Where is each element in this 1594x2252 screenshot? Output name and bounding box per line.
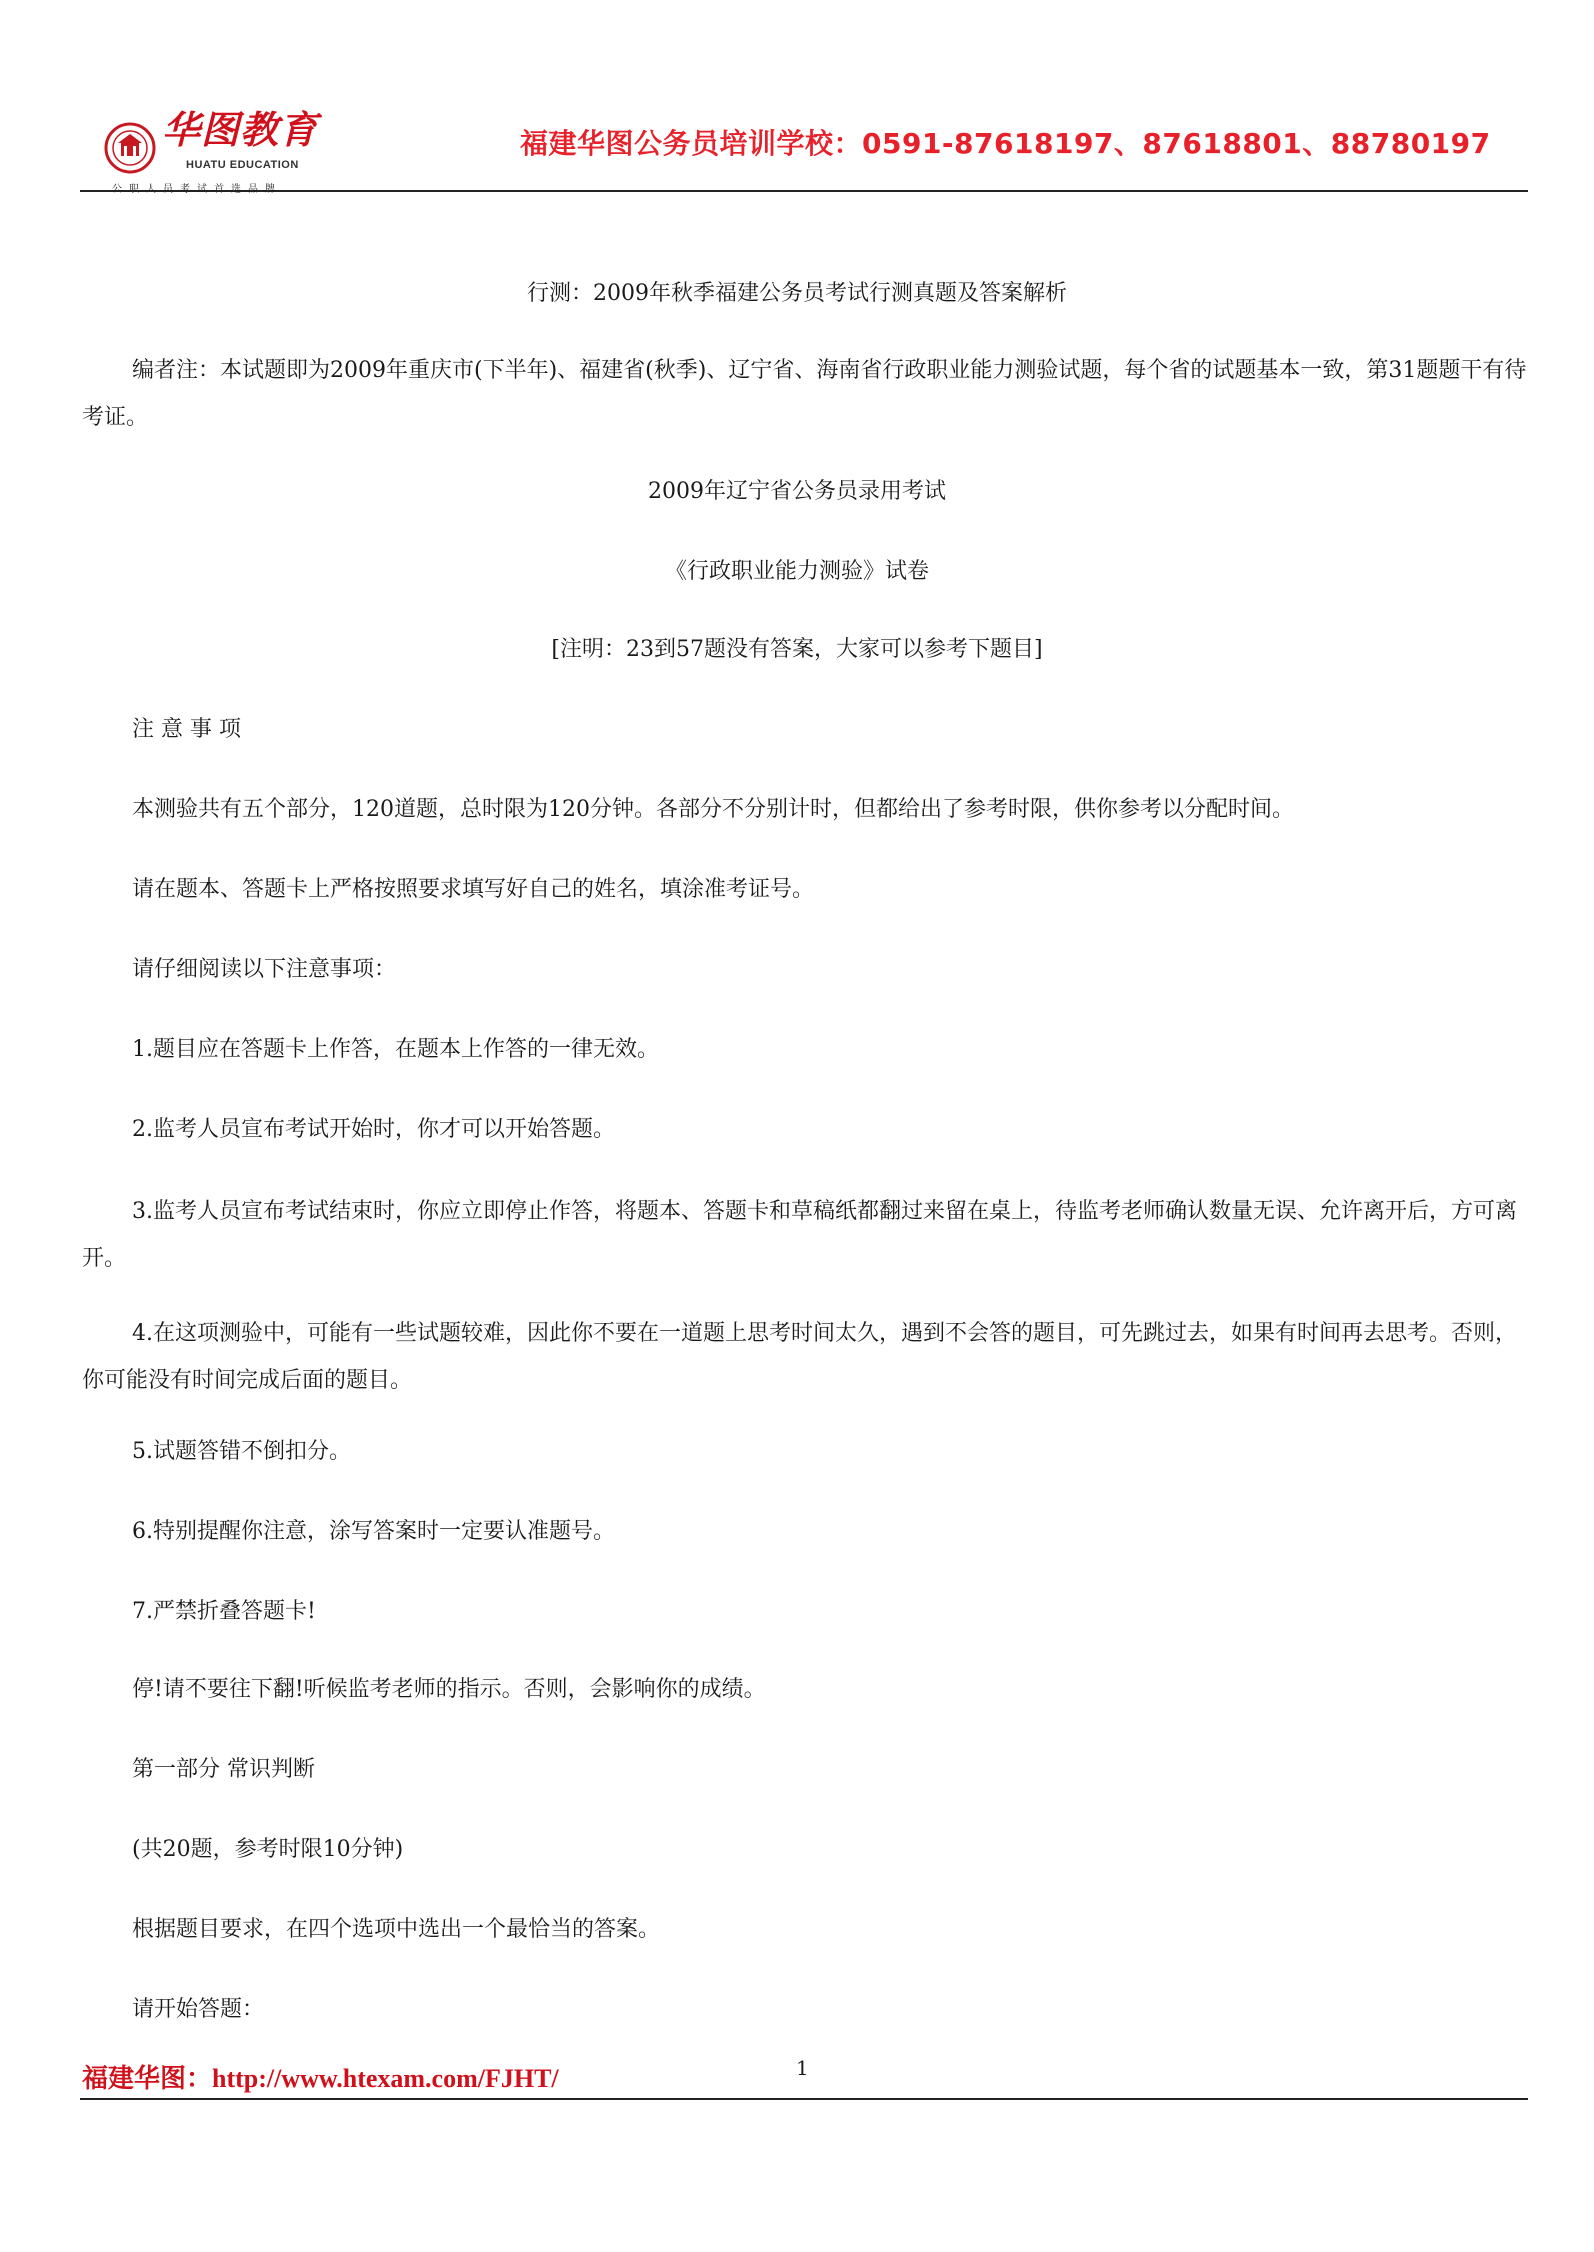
answer-note: [注明：23到57题没有答案，大家可以参考下题目] <box>551 637 1043 662</box>
editor-note: 编者注：本试题即为2009年重庆市(下半年)、福建省(秋季)、辽宁省、海南省行政职业能力测验试题，每个省的试题基本一致，第31题题干有待考证。 <box>82 358 1527 430</box>
notice-item-1: 1.题目应在答题卡上作答，在题本上作答的一律无效。 <box>132 1037 659 1062</box>
paragraph-fill-info: 请在题本、答题卡上严格按照要求填写好自己的姓名，填涂准考证号。 <box>132 877 815 902</box>
footer-divider <box>80 2098 1528 2100</box>
notice-item-6: 6.特别提醒你注意，涂写答案时一定要认准题号。 <box>132 1519 615 1544</box>
header-divider <box>80 190 1528 192</box>
stop-warning: 停!请不要往下翻!听候监考老师的指示。否则，会影响你的成绩。 <box>132 1677 766 1702</box>
exam-name: 2009年辽宁省公务员录用考试 <box>648 479 946 504</box>
notice-item-4: 4.在这项测验中，可能有一些试题较难，因此你不要在一道题上思考时间太久，遇到不会答的题目，可先跳过去，如果有时间再去思考。否则，你可能没有时间完成后面的题目。 <box>82 1321 1517 1393</box>
notice-heading: 注 意 事 项 <box>132 717 241 742</box>
part-one-heading: 第一部分 常识判断 <box>132 1757 315 1782</box>
notice-item-2: 2.监考人员宣布考试开始时，你才可以开始答题。 <box>132 1117 615 1142</box>
logo-text: 华图教育 <box>162 108 319 152</box>
paragraph-overview: 本测验共有五个部分，120道题，总时限为120分钟。各部分不分别计时，但都给出了参考时限，供你参考以分配时间。 <box>132 797 1294 822</box>
part-one-instruction: 根据题目要求，在四个选项中选出一个最恰当的答案。 <box>132 1917 661 1942</box>
document-title: 行测：2009年秋季福建公务员考试行测真题及答案解析 <box>527 281 1067 306</box>
page-number: 1 <box>796 2056 809 2080</box>
paragraph-read-notice: 请仔细阅读以下注意事项： <box>132 957 397 982</box>
paper-name: 《行政职业能力测验》试卷 <box>664 559 929 584</box>
logo-english-text: HUATU EDUCATION <box>186 159 299 171</box>
logo-seal-icon <box>104 122 156 174</box>
footer-link[interactable]: 福建华图：http://www.htexam.com/FJHT/ <box>82 2064 559 2093</box>
logo-slogan <box>112 180 282 195</box>
notice-item-3: 3.监考人员宣布考试结束时，你应立即停止作答，将题本、答题卡和草稿纸都翻过来留在桌上，待监考老师确认数量无误、允许离开后，方可离开。 <box>82 1199 1517 1271</box>
notice-item-7: 7.严禁折叠答题卡! <box>132 1599 316 1624</box>
part-one-info: (共20题，参考时限10分钟) <box>132 1837 404 1862</box>
notice-item-5: 5.试题答错不倒扣分。 <box>132 1439 351 1464</box>
header-title: 福建华图公务员培训学校：0591-87618197、87618801、88780197 <box>520 127 1491 160</box>
start-prompt: 请开始答题： <box>132 1997 265 2022</box>
